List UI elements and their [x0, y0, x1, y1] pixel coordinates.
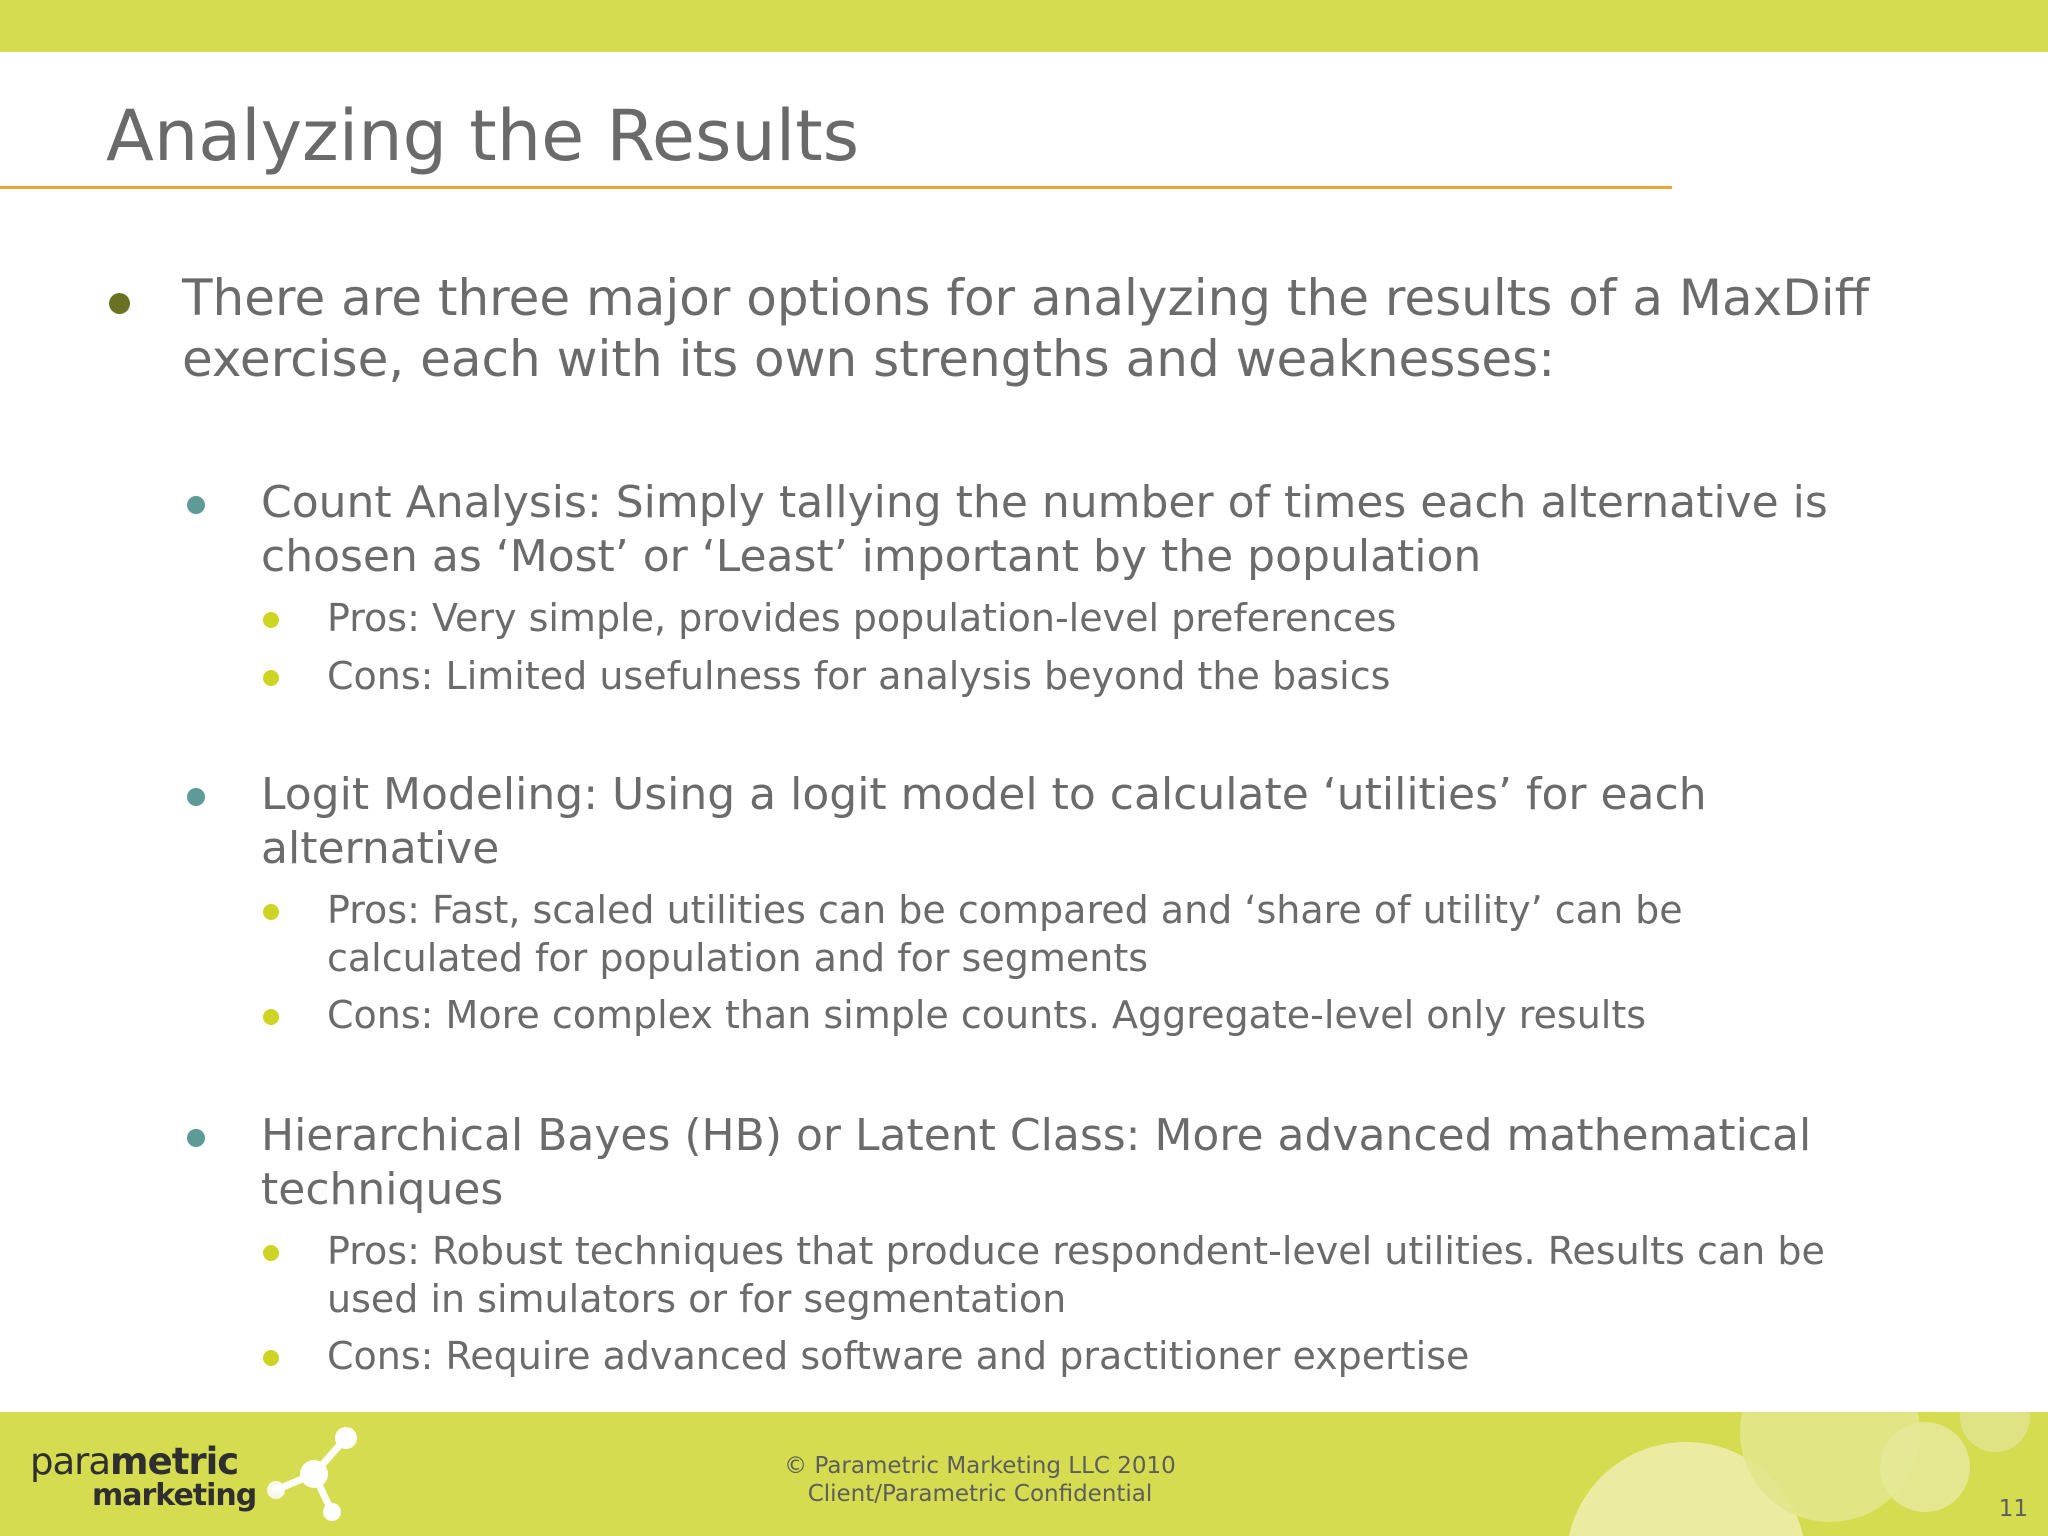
copyright-text: © Parametric Marketing LLC 2010 [784, 1453, 1176, 1479]
cons-line: Cons: More complex than simple counts. Aggregate-level only results [327, 993, 1647, 1037]
decorative-circle [1880, 1422, 1970, 1512]
page-number: 11 [1998, 1496, 2028, 1522]
logo-word-bold: metric [110, 1440, 239, 1483]
pros-line: calculated for population and for segments [327, 936, 1149, 980]
option-text-line: chosen as ‘Most’ or ‘Least’ important by the population [261, 531, 1482, 582]
bullet-dot [263, 670, 279, 686]
bullet-dot [187, 788, 205, 806]
bullet-dot [187, 1129, 205, 1147]
pros-line: Pros: Very simple, provides population-level preferences [327, 596, 1397, 640]
confidential-text: Client/Parametric Confidential [807, 1481, 1153, 1507]
decorative-circle [1960, 1412, 2030, 1452]
bullet-dot [263, 1245, 279, 1261]
option-text-line: alternative [261, 823, 500, 874]
bullet-dot [263, 1350, 279, 1366]
logo-wordmark-line2: marketing [92, 1478, 257, 1513]
logo-wordmark-line1 [30, 1442, 238, 1482]
bullet-dot [187, 496, 205, 514]
pros-line: used in simulators or for segmentation [327, 1277, 1067, 1321]
pros-line: Pros: Fast, scaled utilities can be compared and ‘share of utility’ can be [327, 888, 1683, 932]
bullet-dot [263, 904, 279, 920]
option-text-line: Count Analysis: Simply tallying the number of times each alternative is [261, 477, 1828, 528]
footer-copyright [680, 1452, 1280, 1508]
top-accent-bar [0, 0, 2048, 52]
cons-line: Cons: Limited usefulness for analysis beyond the basics [327, 654, 1391, 698]
option-text-line: techniques [261, 1164, 504, 1215]
slide-title: Analyzing the Results [106, 95, 860, 177]
bullet-dot [263, 1009, 279, 1025]
bullet-dot [109, 293, 130, 314]
molecule-icon [254, 1424, 364, 1524]
pros-line: Pros: Robust techniques that produce respondent-level utilities. Results can be [327, 1229, 1825, 1273]
cons-line: Cons: Require advanced software and practitioner expertise [327, 1334, 1470, 1378]
logo-word-light: para [30, 1440, 111, 1483]
title-underline [0, 186, 1672, 189]
intro-line-1: There are three major options for analyzing the results of a MaxDiff [182, 269, 1870, 327]
option-text-line: Hierarchical Bayes (HB) or Latent Class: More advanced mathematical [261, 1110, 1812, 1161]
bullet-dot [263, 612, 279, 628]
intro-line-2: exercise, each with its own strengths and weaknesses: [182, 330, 1556, 388]
option-text-line: Logit Modeling: Using a logit model to calculate ‘utilities’ for each [261, 769, 1707, 820]
company-logo [30, 1440, 257, 1518]
